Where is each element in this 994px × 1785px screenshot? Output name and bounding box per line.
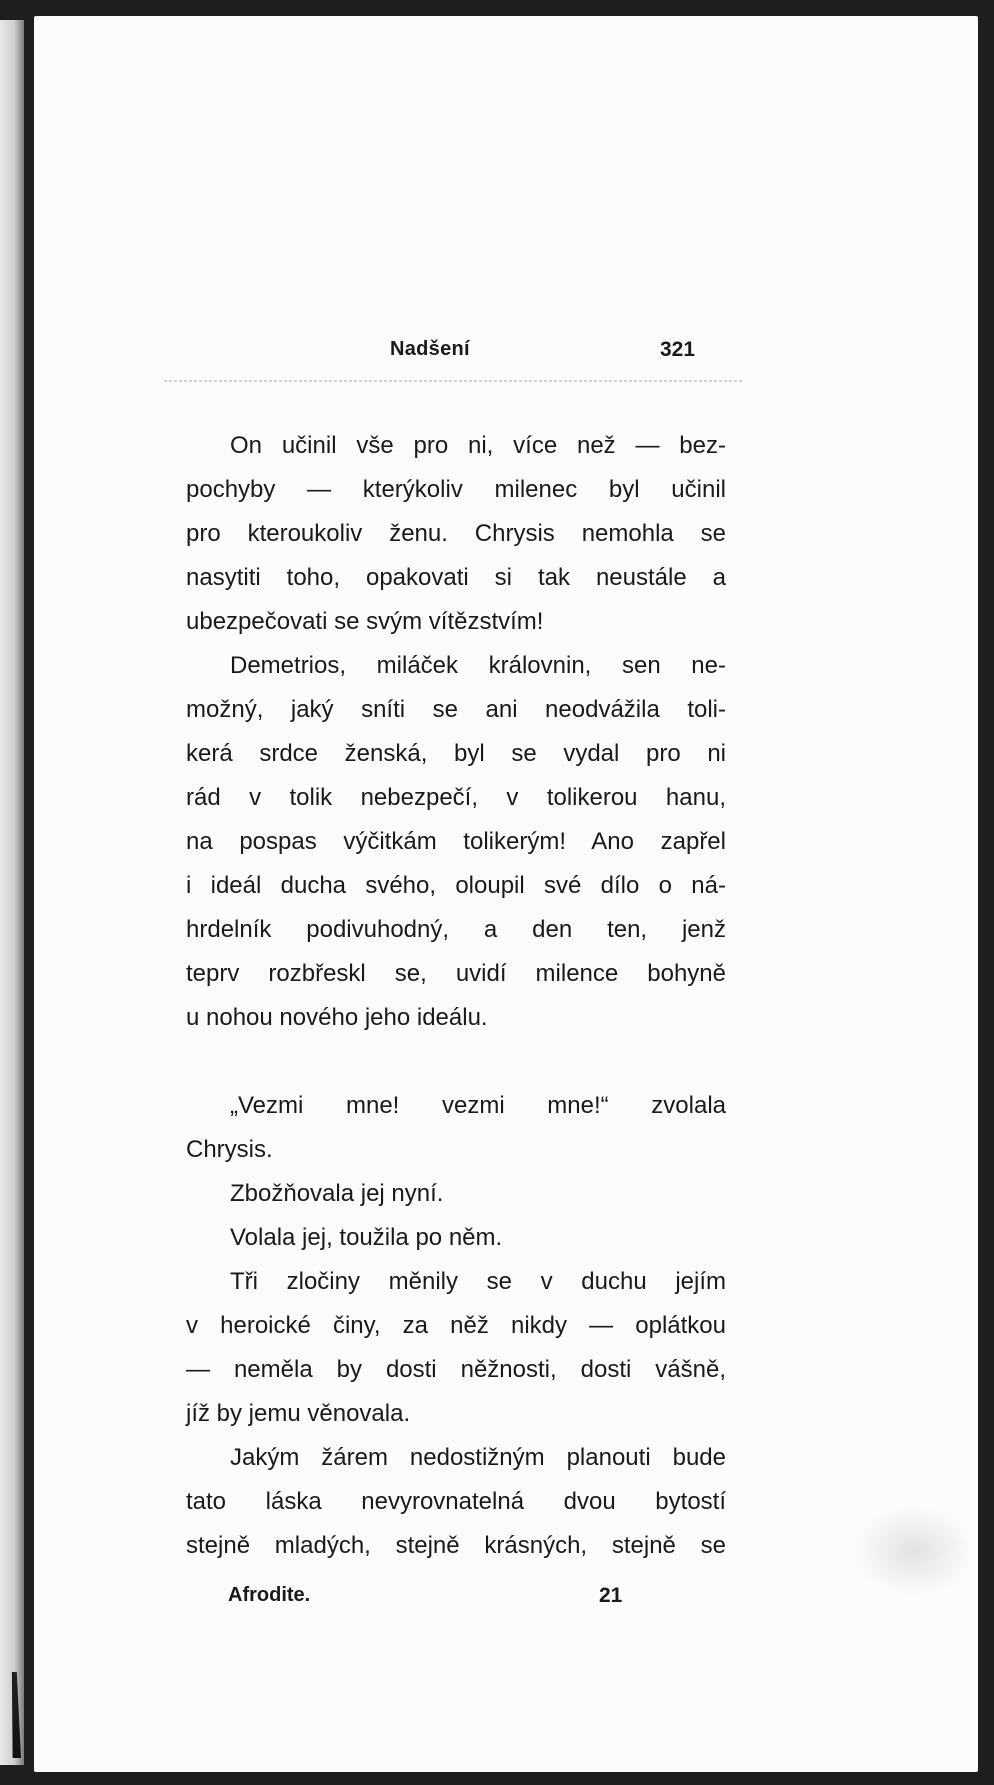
text-line: Tři zločiny měnily se v duchu jejím <box>230 1268 726 1295</box>
signature-mark: Afrodite. <box>228 1584 311 1606</box>
running-title: Nadšení <box>390 338 470 360</box>
text-line: — neměla by dosti něžnosti, dosti vášně, <box>186 1356 726 1383</box>
page-content <box>34 16 978 1772</box>
body-text <box>186 424 726 1568</box>
text-line: teprv rozbřeskl se, uvidí milence bohyně <box>186 960 726 987</box>
text-line: hrdelník podivuhodný, a den ten, jenž <box>186 916 726 943</box>
text-line: Jakým žárem nedostižným planouti bude <box>230 1444 726 1471</box>
text-line: pochyby — kterýkoliv milenec byl učinil <box>186 476 726 503</box>
book-page <box>34 16 978 1772</box>
text-line: pro kteroukoliv ženu. Chrysis nemohla se <box>186 520 726 547</box>
text-line: tato láska nevyrovnatelná dvou bytostí <box>186 1488 726 1515</box>
text-line: Chrysis. <box>186 1136 273 1163</box>
text-line: i ideál ducha svého, oloupil své dílo o ná- <box>186 872 726 899</box>
signature-number: 21 <box>599 1584 623 1607</box>
text-line: Volala jej, toužila po něm. <box>230 1224 503 1251</box>
page-number: 321 <box>660 338 696 361</box>
facing-page-edge <box>0 20 24 1765</box>
text-line: jíž by jemu věnovala. <box>186 1400 411 1427</box>
text-line: kerá srdce ženská, byl se vydal pro ni <box>186 740 726 767</box>
text-line: u nohou nového jeho ideálu. <box>186 1004 488 1031</box>
text-line: On učinil vše pro ni, více než — bez- <box>230 432 726 459</box>
text-line: stejně mladých, stejně krásných, stejně se <box>186 1532 726 1559</box>
text-line: možný, jaký sníti se ani neodvážila toli- <box>186 696 726 723</box>
scan-smudge <box>854 1506 974 1596</box>
running-head <box>34 338 978 368</box>
text-line: „Vezmi mne! vezmi mne!“ zvolala <box>230 1092 726 1119</box>
text-line: ubezpečovati se svým vítězstvím! <box>186 608 544 635</box>
text-line: Zbožňovala jej nyní. <box>230 1180 444 1207</box>
text-line: nasytiti toho, opakovati si tak neustále a <box>186 564 726 591</box>
paragraph-gap <box>186 1040 726 1084</box>
text-line: Demetrios, miláček královnin, sen ne- <box>230 652 726 679</box>
text-line: v heroické činy, za něž nikdy — oplátkou <box>186 1312 726 1339</box>
header-rule <box>164 380 744 382</box>
text-line: rád v tolik nebezpečí, v tolikerou hanu, <box>186 784 726 811</box>
text-line: na pospas výčitkám tolikerým! Ano zapřel <box>186 828 726 855</box>
